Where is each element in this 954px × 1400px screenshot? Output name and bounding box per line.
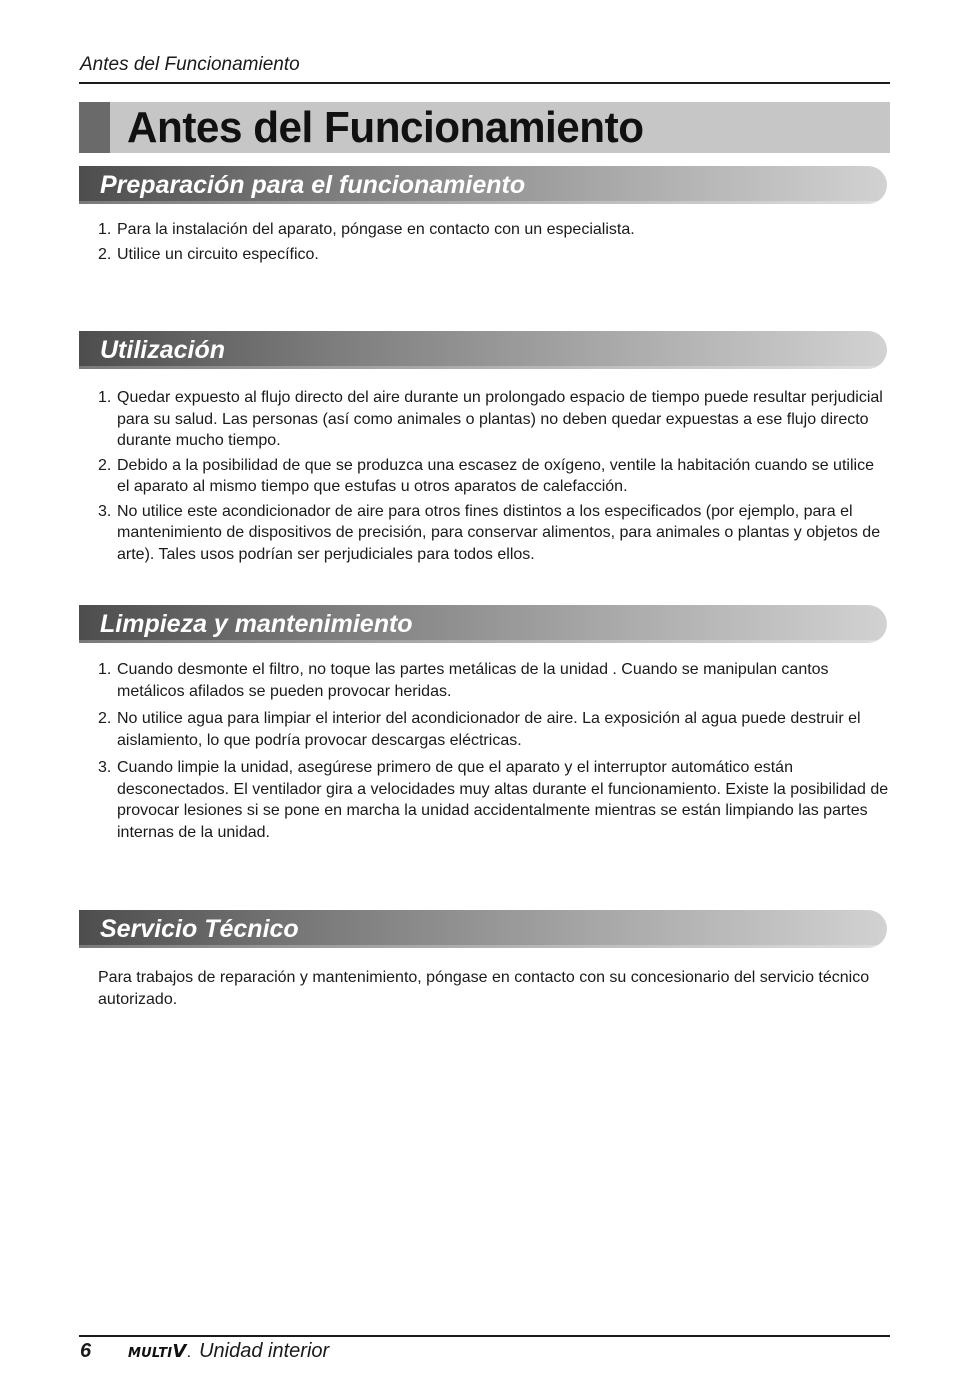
brand-logo-dot: . [187, 1349, 192, 1360]
list-item-text: Cuando desmonte el filtro, no toque las partes metálicas de la unidad . Cuando se manipulan cantos metálicos afilados se pueden provocar heridas. [117, 661, 829, 700]
brand-logo [128, 1341, 191, 1362]
section-list-utilizacion [98, 387, 890, 568]
list-item-text: Quedar expuesto al flujo directo del aire durante un prolongado espacio de tiempo puede resultar perjudicial para su salud. Las personas (así como animales o plantas) no deben quedar expuestas a ese flujo directo durante mucho tiempo. [117, 389, 883, 449]
running-header: Antes del Funcionamiento [80, 54, 300, 75]
list-item [98, 244, 890, 266]
list-item [98, 757, 890, 843]
list-item-number: 1. [98, 389, 112, 406]
section-title: Servicio Técnico [100, 915, 299, 943]
list-item [98, 501, 890, 566]
section-title: Utilización [100, 336, 226, 364]
list-item-number: 3. [98, 502, 112, 520]
list-item-text: Cuando limpie la unidad, asegúrese primero de que el aparato y el interruptor automático están desconectados. El ventilador gira a velocidades muy altas durante el funcionamiento. Existe la posibilidad de provocar lesiones si se pone en marcha la unidad accidentalmente mientras se están limpiando las partes internas de la unidad. [117, 759, 889, 841]
list-item [98, 455, 890, 498]
list-item-number: 1. [98, 661, 112, 678]
section-list-limpieza [98, 659, 890, 846]
section-list-preparacion [98, 219, 890, 268]
footer-label: Unidad interior [199, 1339, 330, 1362]
list-item [98, 659, 890, 702]
brand-logo-v: V [172, 1340, 187, 1362]
list-item-number: 1. [98, 221, 112, 238]
list-item [98, 387, 890, 452]
list-item-text: Debido a la posibilidad de que se produzca una escasez de oxígeno, ventile la habitación cuando se utilice el aparato al mismo tiempo que estufas u otros aparatos de calefacción. [117, 456, 874, 495]
section-header-preparacion [79, 166, 887, 204]
section-header-limpieza [79, 605, 887, 643]
page-number: 6 [80, 1339, 92, 1362]
section-paragraph-servicio: Para trabajos de reparación y mantenimiento, póngase en contacto con su concesionario del servicio técnico autorizado. [98, 969, 870, 1008]
list-item-number: 2. [98, 245, 112, 263]
list-item-text: No utilice este acondicionador de aire para otros fines distintos a los especificados (por ejemplo, para el mantenimiento de dispositivos de precisión, para conservar alimentos, para animales o plantas y objetos de arte). Tales usos podrían ser perjudiciales para todos ellos. [117, 502, 881, 563]
page-title: Antes del Funcionamiento [127, 103, 644, 152]
page-footer [80, 1338, 329, 1364]
list-item-text: Utilice un circuito específico. [117, 245, 319, 263]
list-item-number: 2. [98, 456, 112, 474]
section-header-servicio [79, 910, 887, 948]
list-item-number: 3. [98, 759, 112, 776]
title-accent-block [79, 102, 110, 153]
list-item-text: Para la instalación del aparato, póngase en contacto con un especialista. [117, 221, 635, 238]
section-title: Limpieza y mantenimiento [100, 610, 413, 638]
page-title-bar [79, 102, 890, 153]
section-title: Preparación para el funcionamiento [100, 171, 526, 199]
list-item [98, 708, 890, 751]
brand-logo-text: MULTI [128, 1345, 173, 1361]
list-item [98, 219, 890, 241]
list-item-text: No utilice agua para limpiar el interior del acondicionador de aire. La exposición al agua puede destruir el aislamiento, lo que podría provocar descargas eléctricas. [117, 710, 861, 749]
section-header-utilizacion [79, 331, 887, 369]
list-item-number: 2. [98, 710, 112, 727]
footer-rule [79, 1335, 890, 1337]
header-rule [79, 82, 890, 84]
